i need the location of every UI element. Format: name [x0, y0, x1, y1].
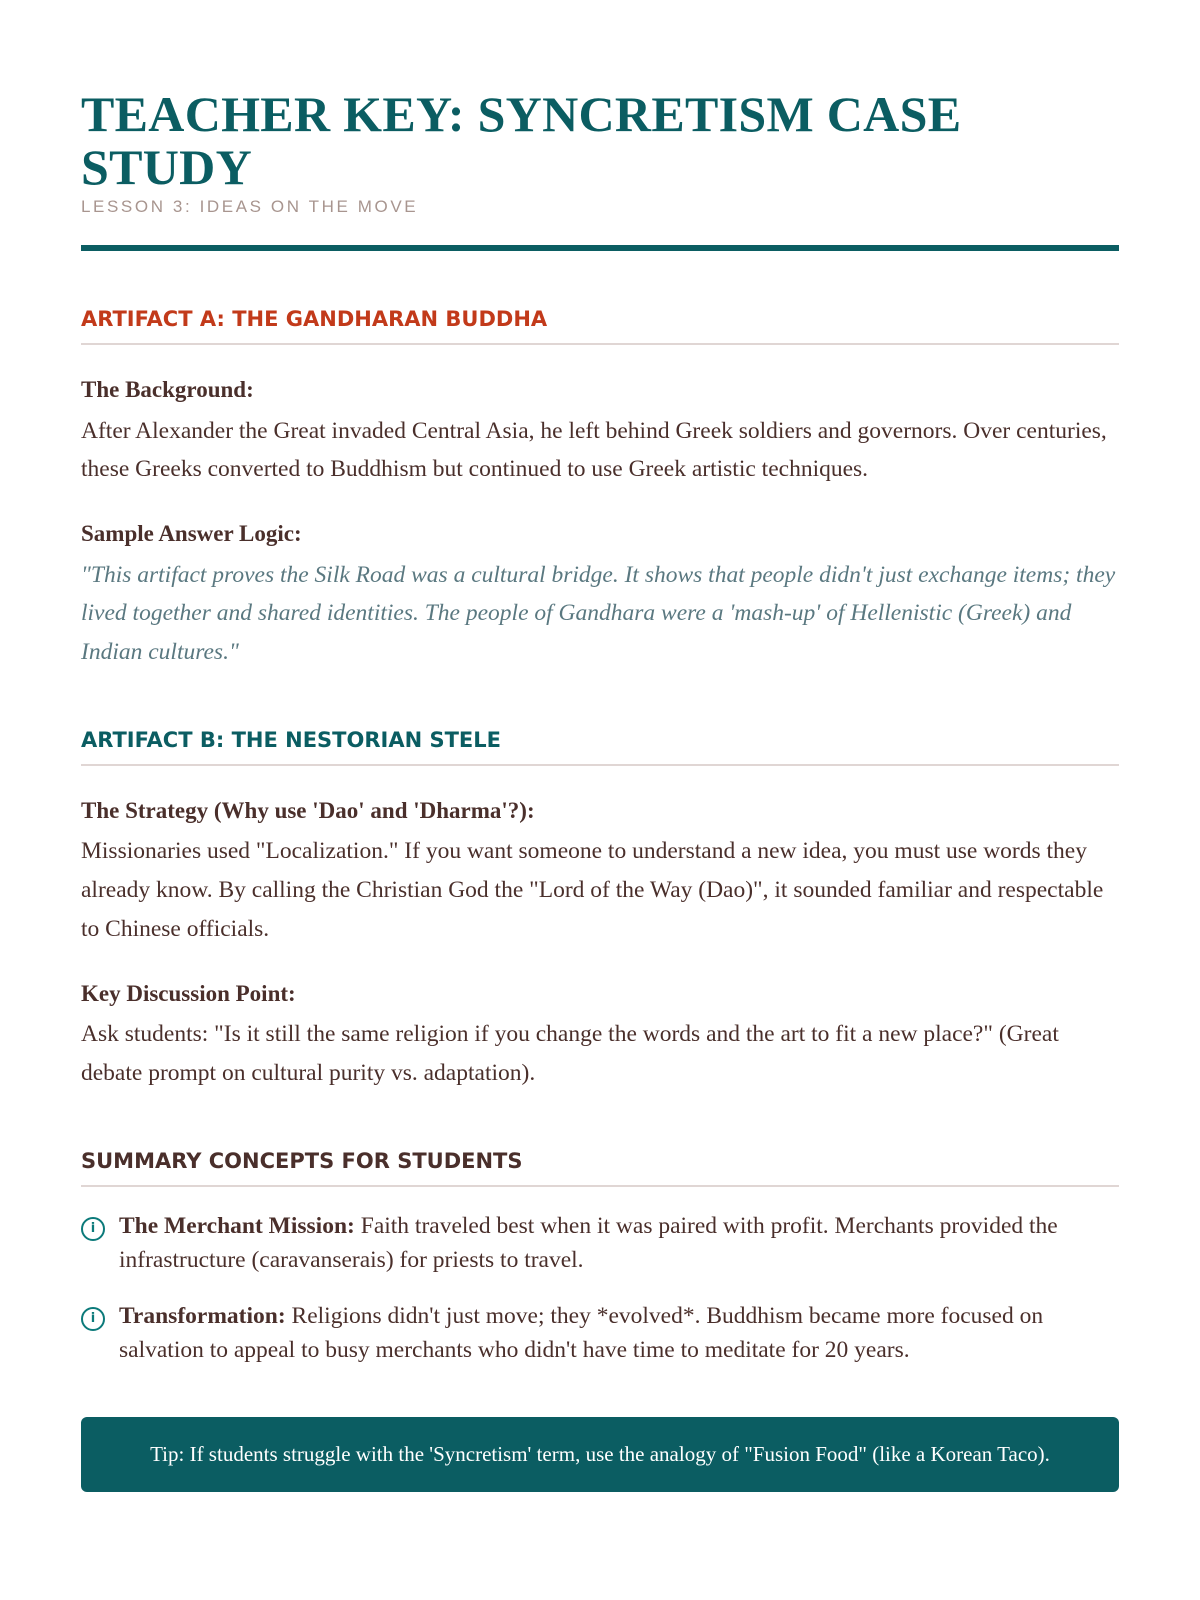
background-text: After Alexander the Great invaded Central Asia, he left behind Greek soldiers and governors. Over centuries, these Greeks converted to Buddhism but continued to use Greek artistic techniques.: [81, 417, 1107, 483]
answer-text: "This artifact proves the Silk Road was a cultural bridge. It shows that people didn't just exchange items; they lived together and shared identities. The people of Gandhara were a 'mash-up' of Hellenistic (Greek) and Indian cultures.": [81, 561, 1116, 666]
item-term: The Merchant Mission:: [119, 1212, 355, 1239]
item-text: Faith traveled best when it was paired with profit. Merchants provided the infrastructure (caravanserais) for priests to travel.: [119, 1212, 1058, 1273]
page-title: TEACHER KEY: SYNCRETISM CASE STUDY: [81, 86, 962, 195]
summary-heading: SUMMARY CONCEPTS FOR STUDENTS: [81, 1149, 1119, 1187]
info-icon: i: [81, 1307, 105, 1331]
artifact-a-section: [81, 307, 1119, 672]
background-label: The Background:: [81, 377, 254, 402]
discussion-label: Key Discussion Point:: [81, 980, 296, 1006]
answer-label: Sample Answer Logic:: [81, 521, 302, 547]
item-text: Religions didn't just move; they *evolved*. Buddhism became more focused on salvation to appeal to busy merchants who didn't have time to meditate for 20 years.: [119, 1302, 1044, 1363]
artifact-b-heading: ARTIFACT B: THE NESTORIAN STELE: [81, 728, 1119, 766]
list-item: [81, 1209, 1119, 1277]
tip-box: Tip: If students struggle with the 'Syncretism' term, use the analogy of "Fusion Food" (like a Korean Taco).: [81, 1417, 1119, 1492]
summary-section: [81, 1149, 1119, 1367]
header-divider: [81, 245, 1119, 251]
discussion-text: Ask students: "Is it still the same religion if you change the words and the art to fit a new place?" (Great debate prompt on cultural purity vs. adaptation).: [81, 1021, 1059, 1086]
page-subtitle: LESSON 3: IDEAS ON THE MOVE: [81, 197, 419, 216]
strategy-label: The Strategy (Why use 'Dao' and 'Dharma'?):: [81, 797, 535, 823]
artifact-a-heading: ARTIFACT A: THE GANDHARAN BUDDHA: [81, 307, 1119, 345]
strategy-text: Missionaries used "Localization." If you want someone to understand a new idea, you must use words they already know. By calling the Christian God the "Lord of the Way (Dao)", it sounded familiar and respectable to Chinese officials.: [81, 838, 1104, 942]
item-term: Transformation:: [119, 1302, 286, 1329]
list-item: [81, 1299, 1119, 1367]
summary-list: [81, 1209, 1119, 1367]
info-icon: i: [81, 1217, 105, 1241]
artifact-b-section: [81, 728, 1119, 1093]
